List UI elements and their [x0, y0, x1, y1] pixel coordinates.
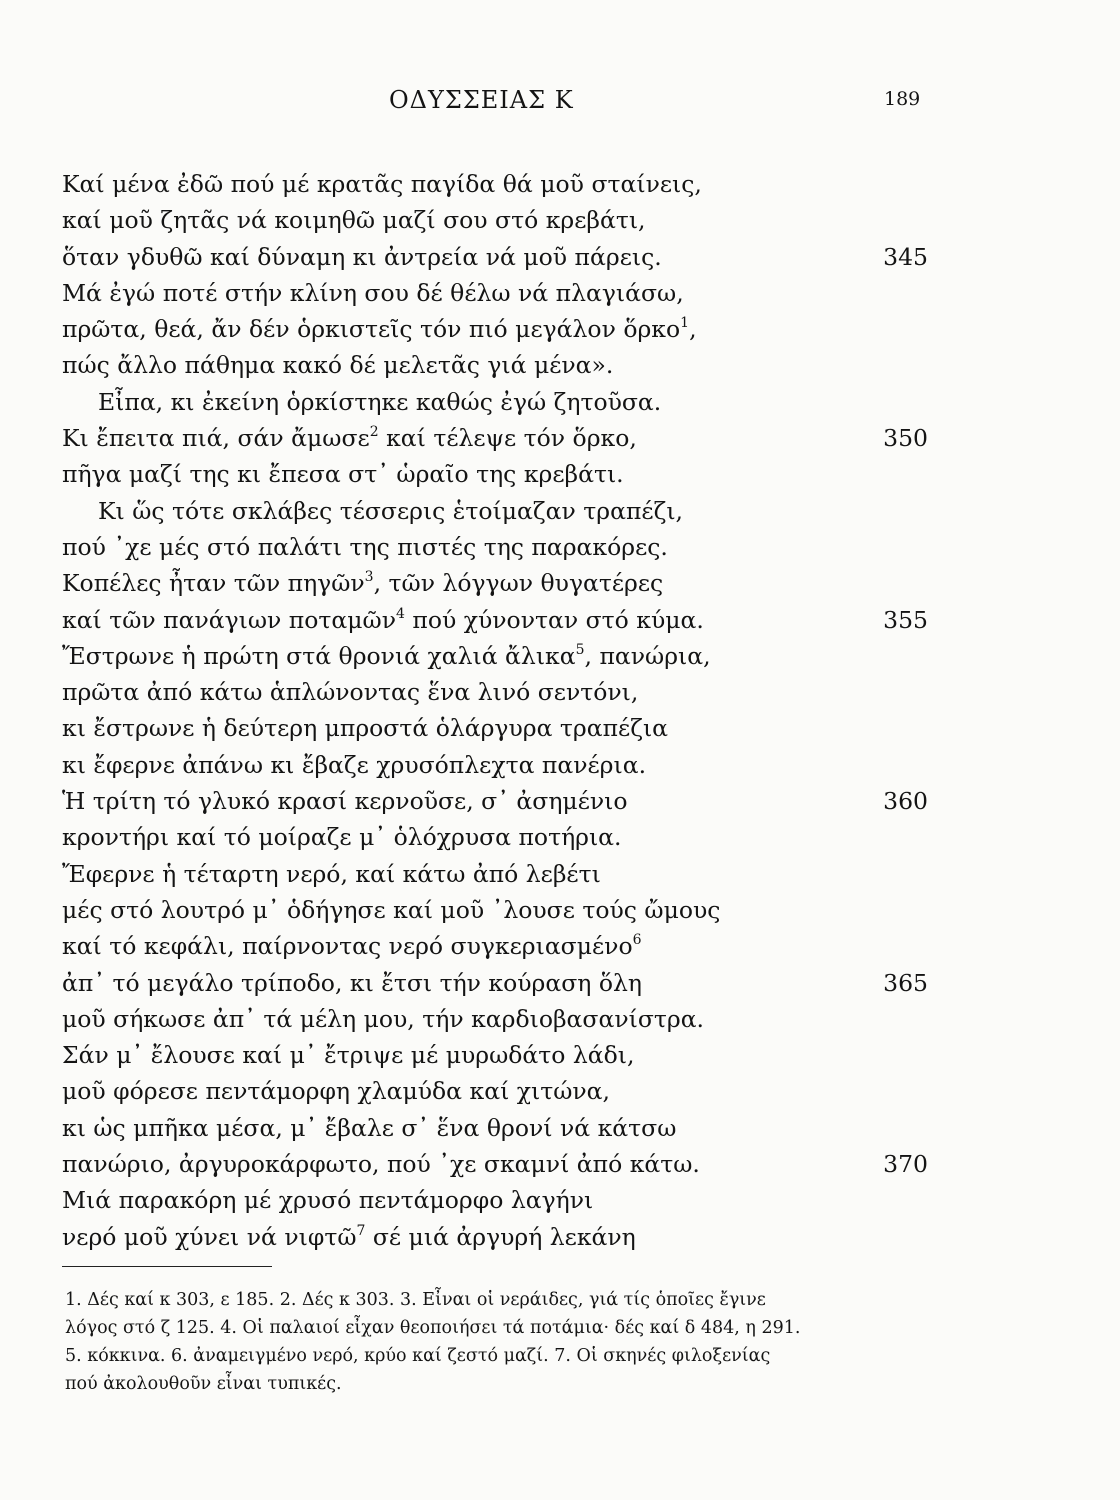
verse-line-text: Σάν μ᾽ ἔλουσε καί μ᾽ ἔτριψε μέ μυρωδάτο λάδι,: [62, 1041, 635, 1070]
verse-line-text: Κι ὥς τότε σκλάβες τέσσερις ἑτοίμαζαν τραπέζι,: [98, 496, 684, 525]
verse-line: [62, 1182, 942, 1218]
footnote-ref: 6: [632, 932, 642, 949]
verse-line: [62, 892, 942, 928]
verse-line: [62, 456, 942, 492]
verse-line: [62, 747, 942, 783]
verse-line-text: μοῦ σήκωσε ἀπ᾽ τά μέλη μου, τήν καρδιοβασανίστρα.: [62, 1004, 705, 1033]
verse-line-text: κι ἔφερνε ἀπάνω κι ἔβαζε χρυσόπλεχτα πανέρια.: [62, 750, 647, 779]
verse-line: [62, 202, 942, 238]
verse-line-text: Μιά παρακόρη μέ χρυσό πεντάμορφο λαγήνι: [62, 1186, 594, 1215]
verse-line: [62, 239, 942, 275]
verse-line: [62, 710, 942, 746]
verse-line-text: κι ὡς μπῆκα μέσα, μ᾽ ἔβαλε σ᾽ ἕνα θρονί νά κάτσω: [62, 1113, 677, 1142]
verse-line: [62, 965, 942, 1001]
verse-line-text: Κι ἔπειτα πιά, σάν ἄμωσε: [62, 424, 370, 453]
running-head: ΟΔΥΣΣΕΙΑΣ Κ: [389, 86, 574, 114]
footnote-rule: [62, 1266, 272, 1267]
verse-line-text: Εἶπα, κι ἐκείνη ὁρκίστηκε καθώς ἐγώ ζητοῦσα.: [98, 387, 662, 416]
verse-line-text: ὅταν γδυθῶ καί δύναμη κι ἀντρεία νά μοῦ πάρεις.: [62, 242, 662, 271]
verse-line: [62, 166, 942, 202]
verse-line: [62, 674, 942, 710]
verse-line: [62, 529, 942, 565]
line-number: 365: [883, 968, 928, 997]
verse-line-text-cont: , τῶν λόγγων θυγατέρες: [373, 569, 664, 598]
footnote-line: 5. κόκκινα. 6. ἀναμειγμένο νερό, κρύο καί ζεστό μαζί. 7. Οἱ σκηνές φιλοξενίας: [65, 1346, 771, 1366]
verse-line-text: Ἡ τρίτη τό γλυκό κρασί κερνοῦσε, σ᾽ ἀσημένιο: [62, 787, 628, 816]
verse-text: [62, 166, 942, 1255]
footnote-ref: 1: [680, 315, 690, 332]
verse-line: [62, 420, 942, 456]
verse-line-text: Κοπέλες ἦταν τῶν πηγῶν: [62, 569, 365, 598]
verse-line-text: μοῦ φόρεσε πεντάμορφη χλαμύδα καί χιτώνα,: [62, 1077, 611, 1106]
footnote-ref: 5: [575, 641, 585, 658]
verse-line-text: πρῶτα ἀπό κάτω ἁπλώνοντας ἕνα λινό σεντόνι,: [62, 678, 639, 707]
line-number: 360: [883, 787, 928, 816]
verse-line: [62, 1001, 942, 1037]
verse-line: [62, 783, 942, 819]
verse-line: [62, 819, 942, 855]
verse-line: [62, 311, 942, 347]
verse-line-text-cont: καί τέλεψε τόν ὅρκο,: [378, 424, 637, 453]
verse-line-text: κροντήρι καί τό μοίραζε μ᾽ ὁλόχρυσα ποτήρια.: [62, 823, 622, 852]
verse-line-text: πώς ἄλλο πάθημα κακό δέ μελετᾶς γιά μένα».: [62, 351, 614, 380]
verse-line: [62, 856, 942, 892]
verse-line-text-cont: ,: [689, 315, 697, 344]
verse-line-text: πῆγα μαζί της κι ἔπεσα στ᾽ ὡραῖο της κρεβάτι.: [62, 460, 624, 489]
footnote-line: λόγος στό ζ 125. 4. Οἱ παλαιοί εἶχαν θεοποιήσει τά ποτάμια· δές καί δ 484, η 291.: [65, 1318, 801, 1338]
verse-line: [62, 1073, 942, 1109]
verse-line-text: Μά ἐγώ ποτέ στήν κλίνη σου δέ θέλω νά πλαγιάσω,: [62, 278, 684, 307]
verse-line: [62, 347, 942, 383]
verse-line: [62, 928, 942, 964]
verse-line-text: Ἔφερνε ἡ τέταρτη νερό, καί κάτω ἀπό λεβέτι: [62, 859, 601, 888]
verse-line-text: ἀπ᾽ τό μεγάλο τρίποδο, κι ἔτσι τήν κούραση ὅλη: [62, 968, 642, 997]
verse-line-text: Ἔστρωνε ἡ πρώτη στά θρονιά χαλιά ἄλικα: [62, 641, 576, 670]
verse-line: [62, 384, 942, 420]
verse-line-text-cont: σέ μιά ἀργυρή λεκάνη: [365, 1222, 636, 1251]
verse-line: [62, 493, 942, 529]
line-number: 370: [883, 1150, 928, 1179]
line-number: 355: [883, 605, 928, 634]
verse-line-text: πού ᾽χε μές στό παλάτι της πιστές της παρακόρες.: [62, 532, 668, 561]
verse-line-text: καί μοῦ ζητᾶς νά κοιμηθῶ μαζί σου στό κρεβάτι,: [62, 206, 646, 235]
verse-line-text: καί τῶν πανάγιων ποταμῶν: [62, 605, 396, 634]
verse-line: [62, 1110, 942, 1146]
verse-line: [62, 1037, 942, 1073]
line-number: 345: [883, 242, 928, 271]
verse-line-text-cont: , πανώρια,: [584, 641, 711, 670]
footnotes: [65, 1286, 935, 1398]
verse-line-text: καί τό κεφάλι, παίρνοντας νερό συγκεριασμένο: [62, 932, 633, 961]
verse-line: [62, 1219, 942, 1255]
footnote-ref: 7: [356, 1222, 366, 1239]
verse-line: [62, 1146, 942, 1182]
page-number: 189: [884, 88, 921, 110]
footnote-ref: 4: [396, 605, 405, 622]
footnote-line: 1. Δές καί κ 303, ε 185. 2. Δές κ 303. 3. Εἶναι οἱ νεράιδες, γιά τίς ὁποῖες ἔγινε: [65, 1290, 766, 1310]
footnote-ref: 3: [364, 569, 374, 586]
footnote-ref: 2: [369, 424, 379, 441]
line-number: 350: [883, 424, 928, 453]
verse-line: [62, 565, 942, 601]
verse-line: [62, 638, 942, 674]
verse-line-text: μές στό λουτρό μ᾽ ὁδήγησε καί μοῦ ᾽λουσε τούς ὤμους: [62, 895, 721, 924]
verse-line-text: νερό μοῦ χύνει νά νιφτῶ: [62, 1222, 357, 1251]
verse-line-text: πρῶτα, θεά, ἄν δέν ὁρκιστεῖς τόν πιό μεγάλον ὅρκο: [62, 315, 681, 344]
verse-line: [62, 275, 942, 311]
verse-line: [62, 602, 942, 638]
verse-line-text: πανώριο, ἀργυροκάρφωτο, πού ᾽χε σκαμνί ἀπό κάτω.: [62, 1150, 700, 1179]
footnote-line: πού ἀκολουθοῦν εἶναι τυπικές.: [65, 1374, 342, 1394]
verse-line-text-cont: πού χύνονταν στό κύμα.: [404, 605, 704, 634]
verse-line-text: κι ἔστρωνε ἡ δεύτερη μπροστά ὁλάργυρα τραπέζια: [62, 714, 669, 743]
verse-line-text: Καί μένα ἐδῶ πού μέ κρατᾶς παγίδα θά μοῦ σταίνεις,: [62, 170, 702, 198]
